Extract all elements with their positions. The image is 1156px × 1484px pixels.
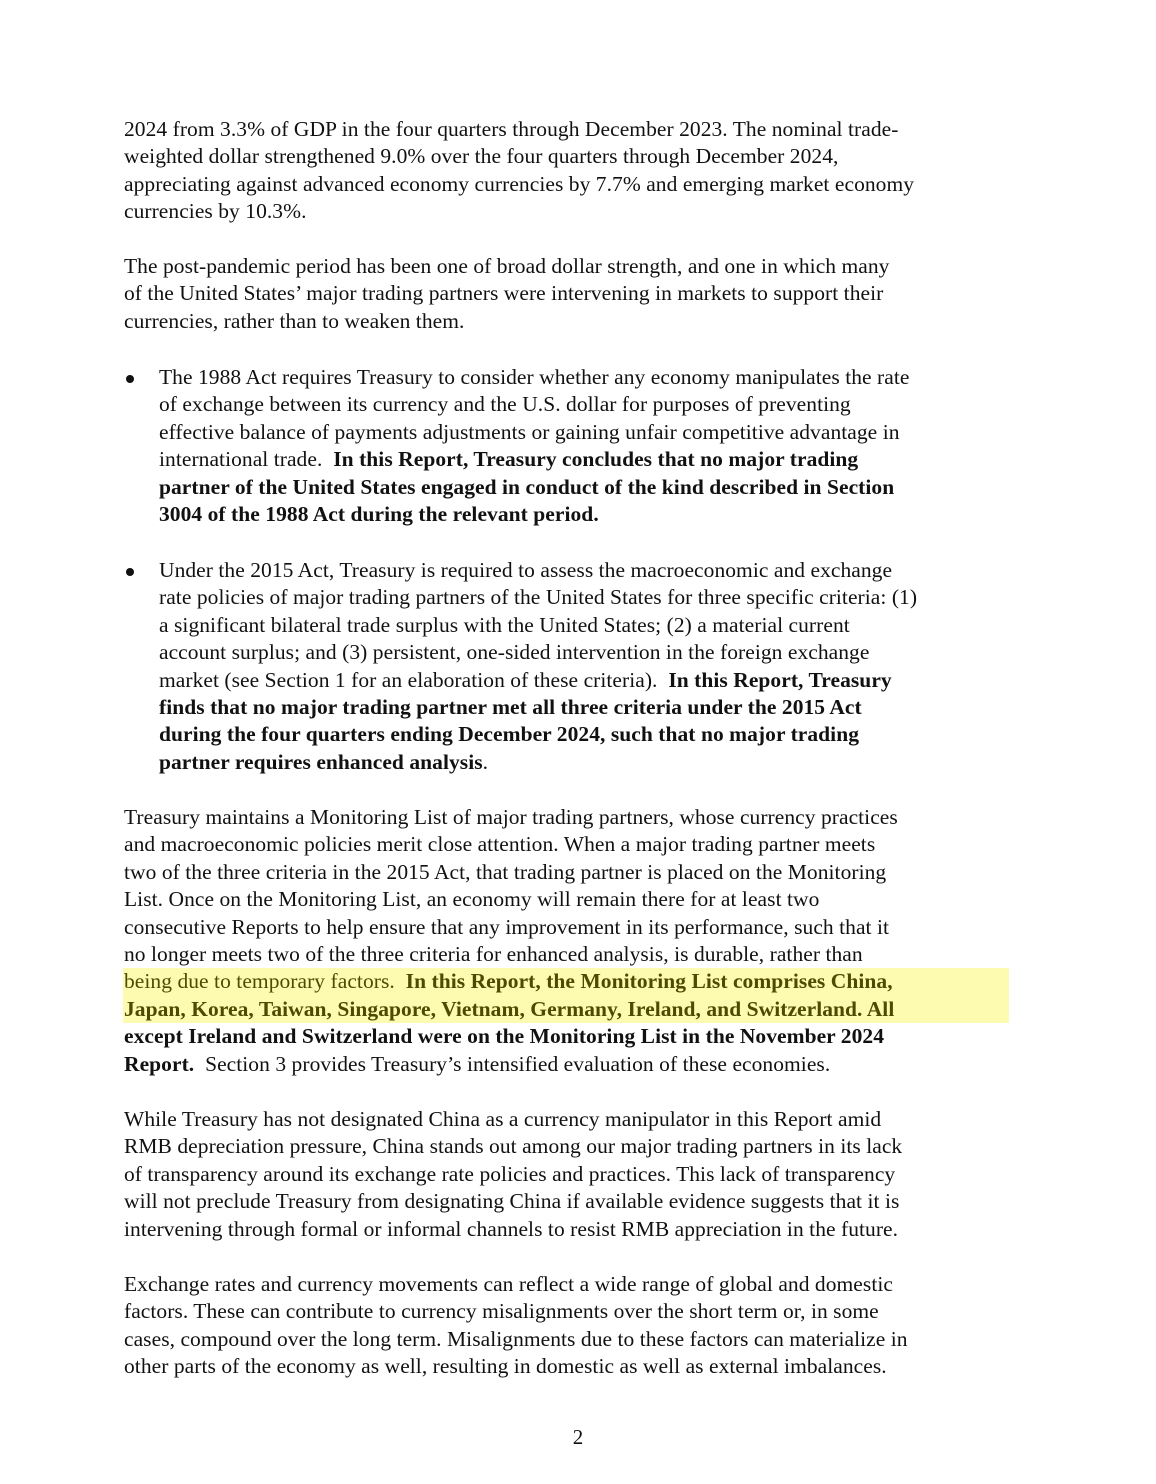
text-line: 2024 from 3.3% of GDP in the four quarters through December 2023. The nominal trade- xyxy=(124,117,899,141)
text-line: weighted dollar strengthened 9.0% over the four quarters through December 2024, xyxy=(124,144,839,169)
text-line xyxy=(159,446,1044,473)
text-line: other parts of the economy as well, resulting in domestic as well as external imbalances. xyxy=(124,1354,887,1379)
text-line: intervening through formal or informal channels to resist RMB appreciation in the future. xyxy=(124,1216,899,1241)
text-line: account surplus; and (3) persistent, one-sided intervention in the foreign exchange xyxy=(159,640,870,665)
text-line-bold: except Ireland and Switzerland were on the Monitoring List in the November 2024 xyxy=(124,1024,884,1049)
text-regular: . xyxy=(482,749,489,774)
text-line: no longer meets two of the three criteria for enhanced analysis, is durable, rather than xyxy=(124,941,863,966)
text-line-bold: during the four quarters ending December 2024, such that no major trading xyxy=(159,722,860,747)
paragraph-post-pandemic xyxy=(124,253,1044,335)
paragraph-china-transparency xyxy=(124,1106,1044,1243)
text-line: factors. These can contribute to currency misalignments over the short term or, in some xyxy=(124,1299,879,1324)
text-bold: partner requires enhanced analysis xyxy=(159,749,483,774)
text-regular: market (see Section 1 for an elaboration of these criteria). xyxy=(159,667,669,692)
text-line xyxy=(159,667,1044,694)
highlighted-text-line: Japan, Korea, Taiwan, Singapore, Vietnam, Germany, Ireland, and Switzerland. All xyxy=(123,996,1009,1023)
text-line: cases, compound over the long term. Misalignments due to these factors can materialize in xyxy=(124,1326,908,1351)
text-line: will not preclude Treasury from designating China if available evidence suggests that it is xyxy=(124,1189,900,1214)
text-line xyxy=(124,1051,1044,1078)
text-line: a significant bilateral trade surplus with the United States; (2) a material current xyxy=(159,612,850,637)
text-bold: Report. xyxy=(124,1051,195,1076)
page-number: 2 xyxy=(572,1425,584,1449)
paragraph-monitoring-list xyxy=(124,804,1044,1078)
text-line xyxy=(159,749,1044,776)
text-line: currencies, rather than to weaken them. xyxy=(124,308,465,333)
text-line: rate policies of major trading partners of the United States for three specific criteria: (1) xyxy=(159,585,918,610)
text-line-bold: finds that no major trading partner met all three criteria under the 2015 Act xyxy=(159,694,862,719)
highlighted-text-line xyxy=(123,968,1009,995)
text-line: While Treasury has not designated China as a currency manipulator in this Report amid xyxy=(124,1107,882,1131)
text-line: and macroeconomic policies merit close attention. When a major trading partner meets xyxy=(124,832,876,857)
text-bold: In this Report, Treasury concludes that no major trading xyxy=(333,447,859,472)
text-bold: In this Report, the Monitoring List comprises China, xyxy=(405,969,893,994)
text-line: The 1988 Act requires Treasury to consider whether any economy manipulates the rate xyxy=(159,365,910,389)
text-bold: In this Report, Treasury xyxy=(668,667,892,692)
text-line: RMB depreciation pressure, China stands out among our major trading partners in its lack xyxy=(124,1134,903,1159)
text-line: of exchange between its currency and the U.S. dollar for purposes of preventing xyxy=(159,392,851,417)
text-line: of the United States’ major trading partners were intervening in markets to support their xyxy=(124,281,884,306)
text-line: appreciating against advanced economy currencies by 7.7% and emerging market economy xyxy=(124,171,915,196)
text-line: Exchange rates and currency movements can reflect a wide range of global and domestic xyxy=(124,1272,893,1296)
text-regular: international trade. xyxy=(159,447,334,472)
paragraph-exchange-rates xyxy=(124,1271,1044,1381)
text-line: Treasury maintains a Monitoring List of major trading partners, whose currency practices xyxy=(124,805,898,829)
bullet-icon xyxy=(126,568,134,576)
text-line: two of the three criteria in the 2015 Act, that trading partner is placed on the Monitoring xyxy=(124,859,887,884)
text-regular: being due to temporary factors. xyxy=(124,969,406,994)
text-line-bold: 3004 of the 1988 Act during the relevant period. xyxy=(159,501,599,526)
text-line: of transparency around its exchange rate policies and practices. This lack of transparency xyxy=(124,1161,896,1186)
text-line: List. Once on the Monitoring List, an economy will remain there for at least two xyxy=(124,887,820,912)
text-line: currencies by 10.3%. xyxy=(124,199,307,224)
text-line: effective balance of payments adjustments or gaining unfair competitive advantage in xyxy=(159,419,900,444)
text-line-bold: partner of the United States engaged in conduct of the kind described in Section xyxy=(159,474,895,499)
text-line: The post-pandemic period has been one of broad dollar strength, and one in which many xyxy=(124,254,890,278)
text-line: consecutive Reports to help ensure that any improvement in its performance, such that it xyxy=(124,914,890,939)
bullet-icon xyxy=(126,375,134,383)
text-regular: Section 3 provides Treasury’s intensified evaluation of these economies. xyxy=(194,1051,831,1076)
paragraph-dollar-strength xyxy=(124,116,1044,226)
text-line: Under the 2015 Act, Treasury is required to assess the macroeconomic and exchange xyxy=(159,558,893,582)
